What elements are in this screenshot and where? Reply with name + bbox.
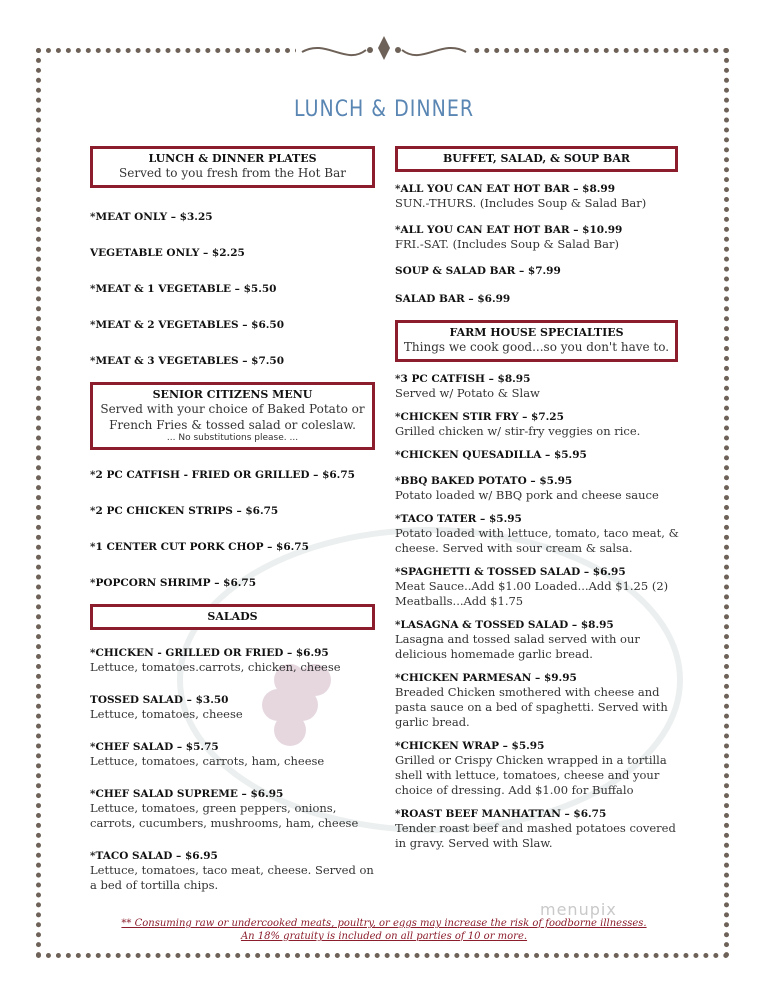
menu-item: [395, 618, 685, 662]
item-name: *CHICKEN - GRILLED OR FRIED – $6.95: [90, 647, 329, 659]
menu-item: [395, 671, 685, 730]
menu-item: [395, 565, 685, 609]
item-description: Potato loaded with lettuce, tomato, taco meat, & cheese. Served with sour cream & salsa.: [395, 526, 679, 555]
item-description: FRI.-SAT. (Includes Soup & Salad Bar): [395, 237, 619, 251]
right-column: [395, 146, 685, 851]
box-subtitle: Things we cook good...so you don't have to.: [403, 340, 670, 354]
menu-item: [90, 540, 380, 554]
item-description: Lettuce, tomatoes.carrots, chicken, cheese: [90, 660, 341, 674]
menu-item: [90, 740, 380, 769]
buffet-header-box: [395, 146, 678, 172]
senior-header-box: [90, 382, 375, 450]
item-name: *CHICKEN PARMESAN – $9.95: [395, 672, 577, 684]
item-name: *MEAT & 3 VEGETABLES – $7.50: [90, 355, 285, 367]
box-heading: FARM HOUSE SPECIALTIES: [449, 326, 624, 339]
item-name: *CHICKEN QUESADILLA – $5.95: [395, 449, 587, 461]
item-name: *POPCORN SHRIMP – $6.75: [90, 577, 257, 589]
menu-item: [395, 292, 685, 306]
specialties-header-box: [395, 320, 678, 362]
left-column: [90, 146, 380, 911]
item-name: *ALL YOU CAN EAT HOT BAR – $10.99: [395, 224, 623, 236]
menu-item: [90, 504, 380, 518]
item-description: Breaded Chicken smothered with cheese and pasta sauce on a bed of spaghetti. Served with garlic bread.: [395, 685, 668, 729]
menu-item: [395, 264, 685, 278]
box-line: French Fries & tossed salad or coleslaw.: [109, 418, 356, 432]
box-heading: BUFFET, SALAD, & SOUP BAR: [442, 152, 631, 165]
footer-disclaimer: ** Consuming raw or undercooked meats, poultry, or eggs may increase the risk of foodborne illnesses.: [121, 918, 647, 929]
item-name: *1 CENTER CUT PORK CHOP – $6.75: [90, 541, 309, 553]
item-description: Lettuce, tomatoes, cheese: [90, 707, 243, 721]
menu-item: [90, 787, 380, 831]
item-name: SALAD BAR – $6.99: [395, 293, 511, 305]
menu-item: [90, 849, 380, 893]
item-name: *3 PC CATFISH – $8.95: [395, 373, 531, 385]
menu-item: [90, 318, 380, 332]
item-name: *CHEF SALAD – $5.75: [90, 741, 219, 753]
item-description: Lettuce, tomatoes, taco meat, cheese. Served on a bed of tortilla chips.: [90, 863, 374, 892]
item-description: SUN.-THURS. (Includes Soup & Salad Bar): [395, 196, 647, 210]
menu-item: [395, 807, 685, 851]
menu-item: [395, 739, 685, 798]
menu-item: [90, 646, 380, 675]
item-name: *CHICKEN STIR FRY – $7.25: [395, 411, 564, 423]
item-description: Lettuce, tomatoes, carrots, ham, cheese: [90, 754, 325, 768]
menu-item: [90, 693, 380, 722]
menu-item: [90, 468, 380, 482]
item-name: *2 PC CHICKEN STRIPS – $6.75: [90, 505, 279, 517]
menu-item: [395, 182, 685, 211]
menu-item: [395, 474, 685, 503]
item-description: Meat Sauce..Add $1.00 Loaded...Add $1.25 (2) Meatballs...Add $1.75: [395, 579, 669, 608]
menu-item: [90, 246, 380, 260]
item-name: *MEAT ONLY – $3.25: [90, 211, 213, 223]
item-description: Lettuce, tomatoes, green peppers, onions, carrots, cucumbers, mushrooms, ham, cheese: [90, 801, 359, 830]
menu-item: [90, 210, 380, 224]
item-name: *CHEF SALAD SUPREME – $6.95: [90, 788, 284, 800]
item-name: SOUP & SALAD BAR – $7.99: [395, 265, 561, 277]
header-ornament: [296, 30, 472, 70]
item-name: TOSSED SALAD – $3.50: [90, 694, 229, 706]
menu-item: [395, 372, 685, 401]
box-heading: SALADS: [207, 610, 258, 623]
item-name: *CHICKEN WRAP – $5.95: [395, 740, 545, 752]
item-name: *ALL YOU CAN EAT HOT BAR – $8.99: [395, 183, 616, 195]
item-description: Tender roast beef and mashed potatoes covered in gravy. Served with Slaw.: [395, 821, 676, 850]
menu-item: [395, 223, 685, 252]
item-name: *SPAGHETTI & TOSSED SALAD – $6.95: [395, 566, 626, 578]
box-note: ... No substitutions please. ...: [166, 433, 299, 443]
item-description: Potato loaded w/ BBQ pork and cheese sauce: [395, 488, 659, 502]
item-name: *ROAST BEEF MANHATTAN – $6.75: [395, 808, 607, 820]
menu-item: [90, 282, 380, 296]
footer-gratuity: An 18% gratuity is included on all parties of 10 or more.: [240, 931, 528, 942]
item-name: *LASAGNA & TOSSED SALAD – $8.95: [395, 619, 614, 631]
item-name: *TACO SALAD – $6.95: [90, 850, 218, 862]
menu-item: [395, 448, 685, 462]
plates-header-box: [90, 146, 375, 188]
item-description: Grilled or Crispy Chicken wrapped in a tortilla shell with lettuce, tomatoes, cheese and your choice of dressing. Add $1.00 for Buffalo: [395, 753, 667, 797]
item-name: VEGETABLE ONLY – $2.25: [90, 247, 245, 259]
menu-item: [395, 512, 685, 556]
salads-header-box: [90, 604, 375, 630]
page-title: LUNCH & DINNER: [293, 96, 475, 122]
item-description: Served w/ Potato & Slaw: [395, 386, 540, 400]
item-description: Grilled chicken w/ stir-fry veggies on rice.: [395, 424, 641, 438]
box-heading: LUNCH & DINNER PLATES: [148, 152, 317, 165]
item-name: *BBQ BAKED POTATO – $5.95: [395, 475, 573, 487]
box-line: Served with your choice of Baked Potato or: [100, 402, 365, 416]
item-name: *MEAT & 1 VEGETABLE – $5.50: [90, 283, 277, 295]
watermark: menupix: [540, 900, 617, 919]
box-subtitle: Served to you fresh from the Hot Bar: [119, 166, 346, 180]
menu-item: [90, 354, 380, 368]
menu-item: [90, 576, 380, 590]
box-heading: SENIOR CITIZENS MENU: [152, 388, 313, 401]
item-description: Lasagna and tossed salad served with our delicious homemade garlic bread.: [395, 632, 640, 661]
item-name: *2 PC CATFISH - FRIED OR GRILLED – $6.75: [90, 469, 355, 481]
menu-item: [395, 410, 685, 439]
item-name: *TACO TATER – $5.95: [395, 513, 522, 525]
item-name: *MEAT & 2 VEGETABLES – $6.50: [90, 319, 285, 331]
